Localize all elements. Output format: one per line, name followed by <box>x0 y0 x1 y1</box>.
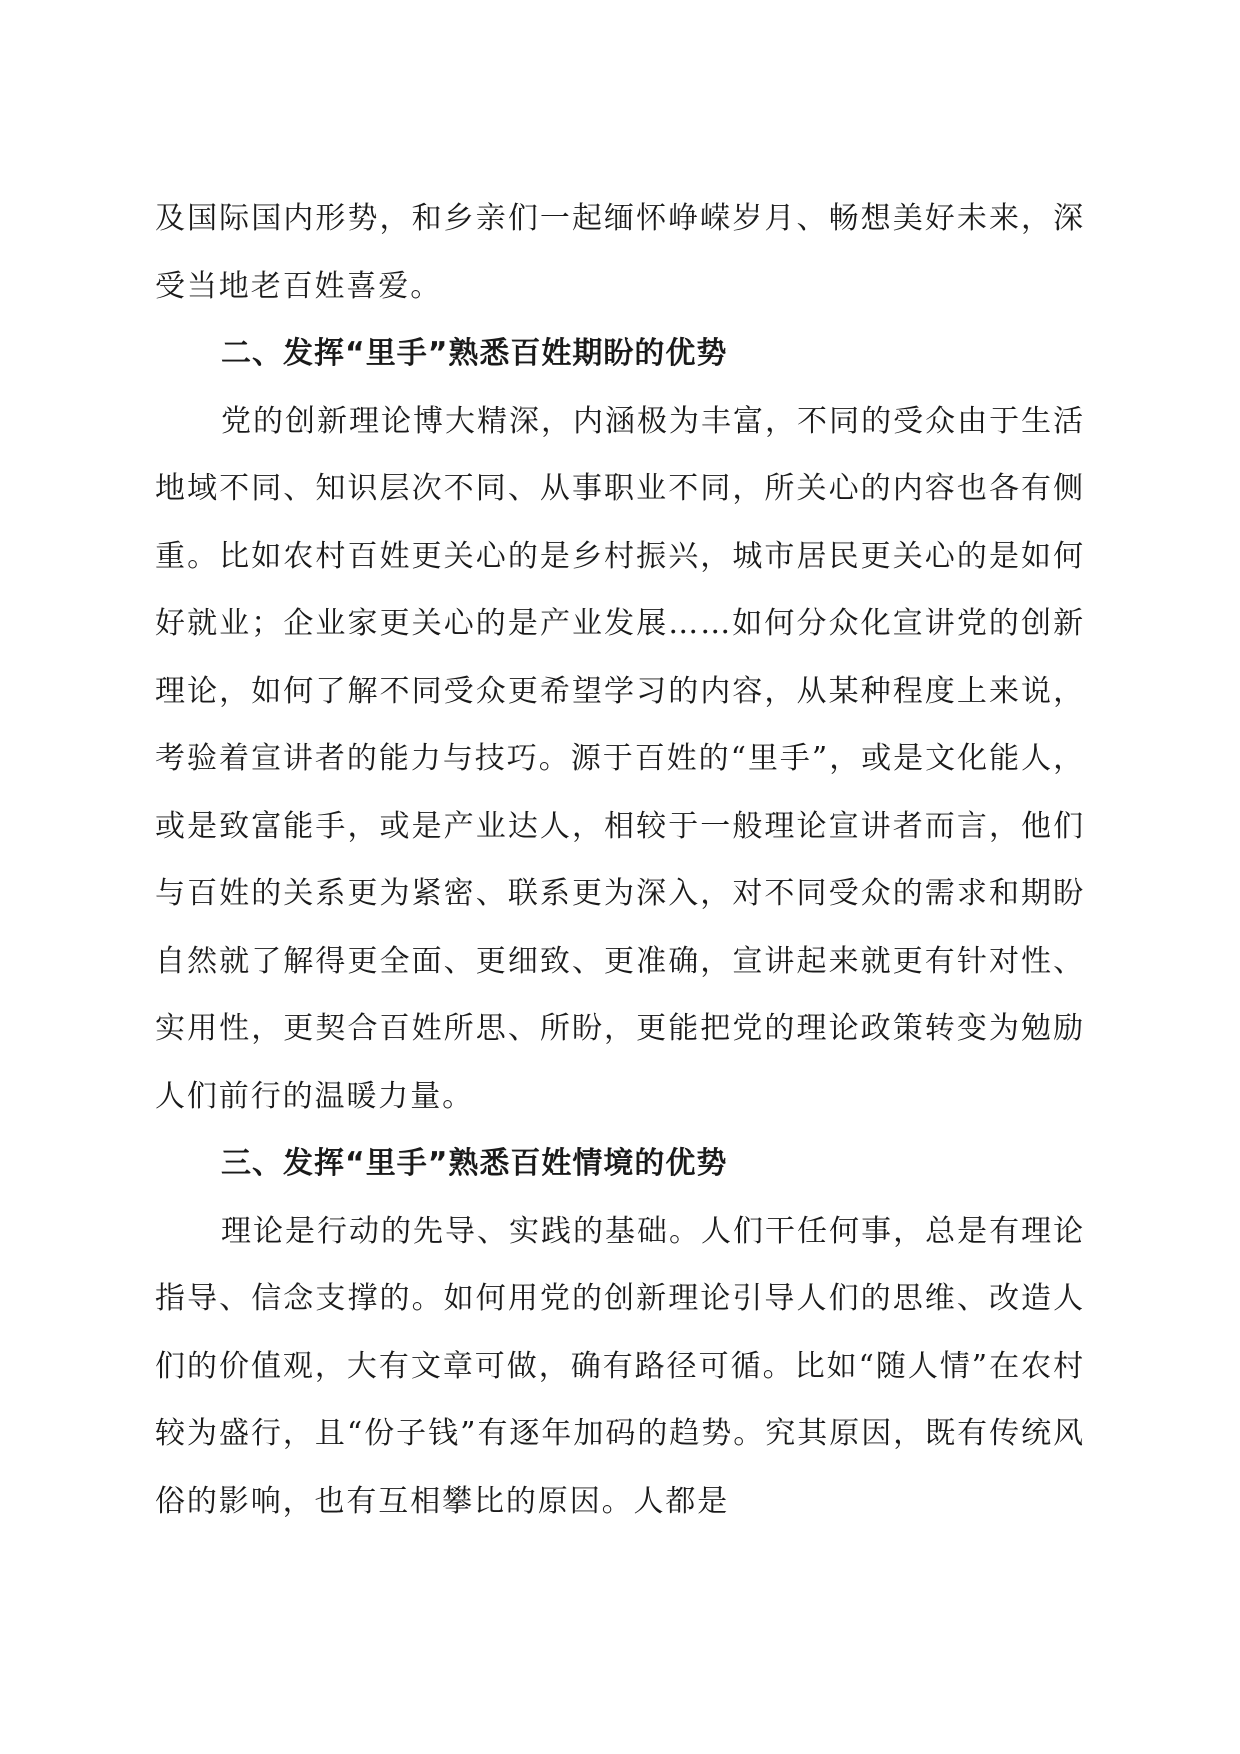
section-heading-2: 二、发挥“里手”熟悉百姓期盼的优势 <box>221 336 728 371</box>
document-body <box>155 185 1085 1535</box>
paragraph-section-3: 理论是行动的先导、实践的基础。人们干任何事，总是有理论指导、信念支撑的。如何用党的创新理论引导人们的思维、改造人们的价值观，大有文章可做，确有路径可循。比如“随人情”在农村较为盛行，且“份子钱”有逐年加码的趋势。究其原因，既有传统风俗的影响，也有互相攀比的原因。人都是 <box>155 1213 1085 1519</box>
section-heading-3: 三、发挥“里手”熟悉百姓情境的优势 <box>221 1146 728 1181</box>
paragraph-continued: 及国际国内形势，和乡亲们一起缅怀峥嵘岁月、畅想美好未来，深受当地老百姓喜爱。 <box>155 201 1085 304</box>
paragraph-section-2: 党的创新理论博大精深，内涵极为丰富，不同的受众由于生活地域不同、知识层次不同、从事职业不同，所关心的内容也各有侧重。比如农村百姓更关心的是乡村振兴，城市居民更关心的是如何好就业；企业家更关心的是产业发展……如何分众化宣讲党的创新理论，如何了解不同受众更希望学习的内容，从某种程度上来说，考验着宣讲者的能力与技巧。源于百姓的“里手”，或是文化能人，或是致富能手，或是产业达人，相较于一般理论宣讲者而言，他们与百姓的关系更为紧密、联系更为深入，对不同受众的需求和期盼自然就了解得更全面、更细致、更准确，宣讲起来就更有针对性、实用性，更契合百姓所思、所盼，更能把党的理论政策转变为勉励人们前行的温暖力量。 <box>155 403 1085 1114</box>
